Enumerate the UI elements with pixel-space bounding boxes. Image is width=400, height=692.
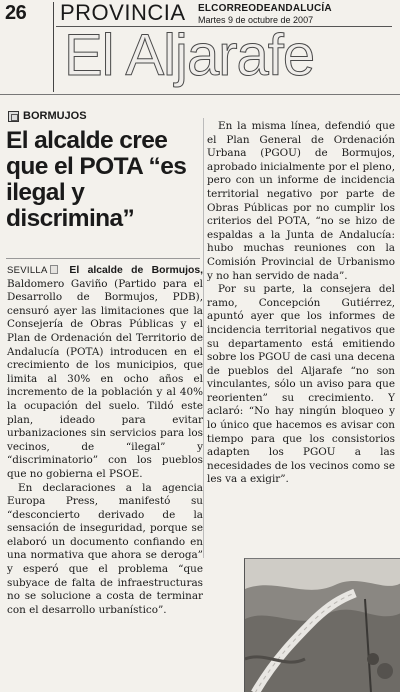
lead-text: Baldomero Gaviño (Partido para el Desarrollo de Bormujos, PDB), censuró ayer las limitaciones que la Consejería de Obras Públicas y el Plan de Ordenación del Territorio de Andalucía (POTA) introducen en el crecimiento de los municipios, que limita al 30% en ocho años el incremento de la población y al 40% la ocupación del suelo. Tildó este plan, ideado para evitar urbanizaciones sin servicios para los vecinos, de “ilegal” y “discriminatorio” con los pueblos que no gobierna el PSOE. [7, 277, 203, 480]
dateline: SEVILLA [7, 265, 48, 276]
photo-shrub [377, 663, 393, 679]
aerial-landscape-photo [244, 558, 400, 692]
article-kicker [8, 110, 87, 122]
photo-shrub [367, 653, 379, 665]
header-divider [53, 2, 54, 92]
issue-date: Martes 9 de octubre de 2007 [198, 15, 314, 25]
dateline-marker-icon [50, 265, 58, 274]
article-column-left [7, 264, 203, 617]
lead-in: El alcalde de Bormujos, [69, 265, 203, 276]
headline-rule [6, 258, 200, 259]
body-paragraph: En la misma línea, defendió que el Plan General de Ordenación Urbana (PGOU) de Bormujos, aprobado inicialmente por el pleno, pero con un informe de incidencia territorial negativo por parte de Obras Públicas por no cumplir los criterios del POTA, “no se hizo de espaldas a la Junta de Andalucía: hubo muchas reuniones con la Comisión Provincial de Urbanismo y no han servido de nada”. [207, 120, 395, 282]
masthead: ELCORREODEANDALUCÍA [198, 3, 332, 14]
section-name: PROVINCIA [60, 0, 186, 25]
article-column-right [207, 120, 395, 487]
region-title: El Aljarafe [64, 23, 315, 88]
page-number: 26 [5, 2, 27, 24]
column-divider [203, 118, 204, 558]
header-bottom-rule [0, 94, 400, 95]
photo-illustration [245, 559, 400, 692]
body-paragraph: En declaraciones a la agencia Europa Press, manifestó su “desconcierto derivado de la sensación de inseguridad, porque se elaboró un documento confiando en una normativa que ahora se deroga” y esperó que el problema “que subyace de falta de infraestructuras no se solucione a costa de terminar con el desarrollo urbanístico”. [7, 481, 203, 616]
square-bullet-icon [8, 111, 19, 122]
article-headline: El alcalde cree que el POTA “es ilegal y discrimina” [6, 127, 187, 232]
kicker-label: BORMUJOS [23, 110, 87, 122]
lead-paragraph [7, 264, 203, 482]
body-paragraph: Por su parte, la consejera del ramo, Concepción Gutiérrez, apuntó ayer que los informes de incidencia territorial negativos que su departamento está emitiendo sobre los PGOU de casi una decena de pueblos del Aljarafe “no son vinculantes, sólo un aviso para que reorienten” su crecimiento. Y aclaró: “No hay ningún bloqueo y lo único que hacemos es avisar con tiempo para que los consistorios adapten los PGOU a las necesidades de los vecinos como se les va a exigir”. [207, 283, 395, 486]
